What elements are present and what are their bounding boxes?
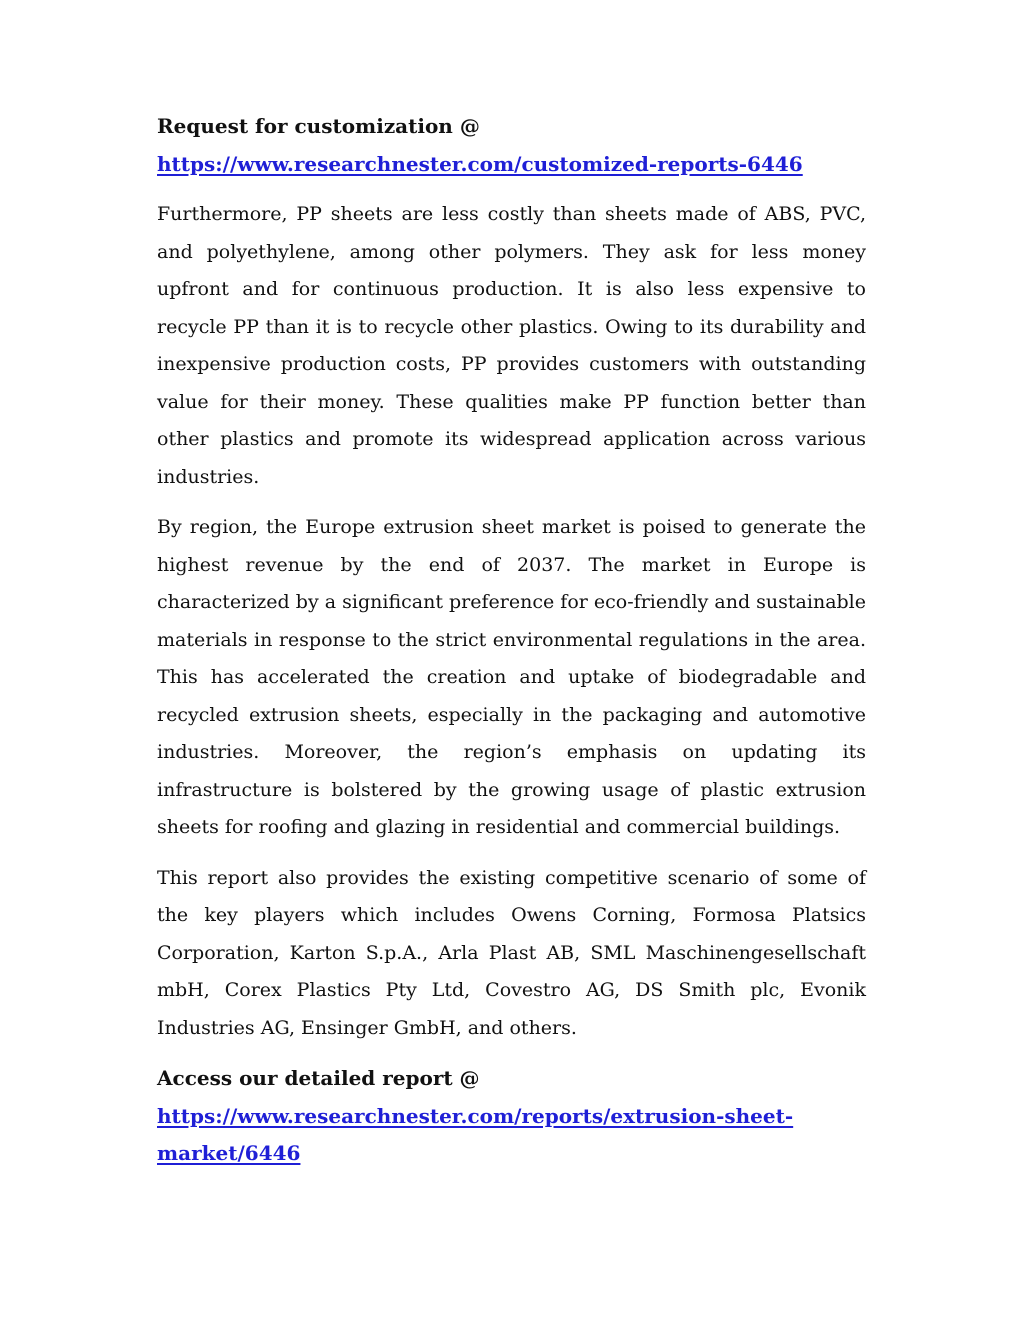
customization-link[interactable]: https://www.researchnester.com/customized-reports-6446 <box>157 151 803 176</box>
spacer <box>157 1047 866 1060</box>
access-report-link[interactable] <box>157 1098 866 1173</box>
access-report-heading: Access our detailed report @ <box>157 1066 480 1090</box>
customization-heading: Request for customization @ <box>157 114 480 138</box>
paragraph-key-players: This report also provides the existing competitive scenario of some of the key players which includes Owens Corning, Formosa Platsics Corporation, Karton S.p.A., Arla Plast AB, SML Maschinengesellschaft mbH, Corex Plastics Pty Ltd, Covestro AG, DS Smith plc, Evonik Industries AG, Ensinger GmbH, and others. <box>157 866 866 1039</box>
paragraph-pp-sheets: Furthermore, PP sheets are less costly than sheets made of ABS, PVC, and polyethylene, among other polymers. They ask for less money upfront and for continuous production. It is also less expensive to recycle PP than it is to recycle other plastics. Owing to its durability and inexpensive production costs, PP provides customers with outstanding value for their money. These qualities make PP function better than other plastics and promote its widespread application across various industries. <box>157 203 866 488</box>
spacer <box>157 847 866 860</box>
access-report-link-line1: https://www.researchnester.com/reports/extrusion-sheet- <box>157 1103 794 1128</box>
spacer <box>157 183 866 196</box>
document-page <box>157 108 866 1173</box>
paragraph-europe-region: By region, the Europe extrusion sheet market is poised to generate the highest revenue by the end of 2037. The market in Europe is characterized by a significant preference for eco-friendly and sustainable materials in response to the strict environmental regulations in the area. This has accelerated the creation and uptake of biodegradable and recycled extrusion sheets, especially in the packaging and automotive industries. Moreover, the region’s emphasis on updating its infrastructure is bolstered by the growing usage of plastic extrusion sheets for roofing and glazing in residential and commercial buildings. <box>157 516 866 838</box>
access-report-link-line2: market/6446 <box>157 1141 301 1165</box>
spacer <box>157 496 866 509</box>
